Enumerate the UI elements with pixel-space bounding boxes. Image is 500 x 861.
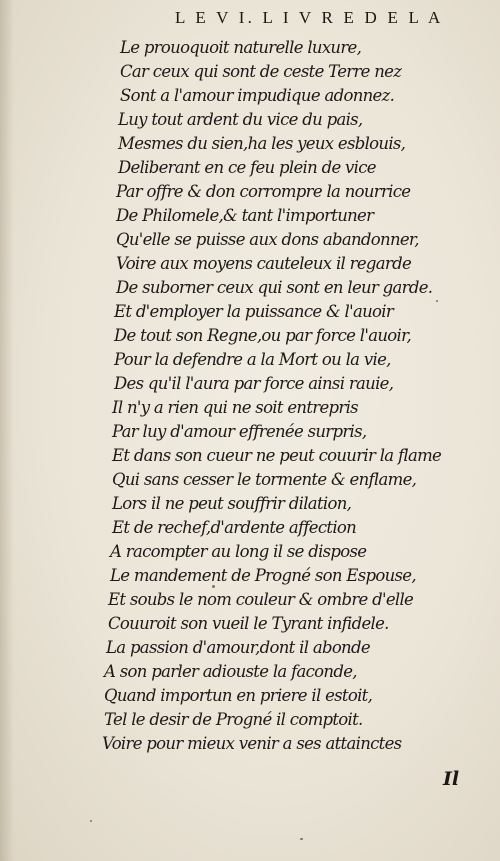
paper-speck (212, 585, 215, 588)
verse-line: Mesmes du sien,ha les yeux esblouis, (118, 134, 406, 153)
verse-line: Couuroit son vueil le Tyrant infidele. (108, 614, 389, 633)
verse-line: Le prouoquoit naturelle luxure, (120, 38, 362, 57)
verse-line: Lors il ne peut souffrir dilation, (112, 494, 352, 513)
verse-line: Pour la defendre a la Mort ou la vie, (114, 350, 391, 369)
verse-line: Il n'y a rien qui ne soit entrepris (112, 398, 358, 417)
verse-line: Par luy d'amour effrenée surpris, (112, 422, 367, 441)
verse-line: Qui sans cesser le tormente & enflame, (112, 470, 417, 489)
catchword: Il (443, 768, 460, 790)
paper-speck (436, 300, 438, 302)
verse-line: Voire aux moyens cauteleux il regarde (116, 254, 412, 273)
verse-line: Sont a l'amour impudique adonnez. (120, 86, 395, 105)
paper-speck (300, 838, 303, 840)
verse-line: De suborner ceux qui sont en leur garde. (116, 278, 433, 297)
running-head: L E V I. L I V R E D E L A (175, 8, 444, 27)
verse-line: Et de rechef,d'ardente affection (112, 518, 357, 537)
verse-line: Et d'employer la puissance & l'auoir (114, 302, 394, 321)
verse-line: De tout son Regne,ou par force l'auoir, (114, 326, 411, 345)
verse-line: De Philomele,& tant l'importuner (116, 206, 374, 225)
verse-line: Des qu'il l'aura par force ainsi rauie, (114, 374, 394, 393)
verse-line: Deliberant en ce feu plein de vice (118, 158, 376, 177)
verse-line: La passion d'amour,dont il abonde (106, 638, 370, 657)
verse-line: Voire pour mieux venir a ses attainctes (102, 734, 402, 753)
verse-line: Qu'elle se puisse aux dons abandonner, (116, 230, 419, 249)
verse-line: Le mandement de Progné son Espouse, (110, 566, 416, 585)
verse-line: Et dans son cueur ne peut couurir la flame (112, 446, 442, 465)
verse-line: Tel le desir de Progné il comptoit. (104, 710, 363, 729)
verse-line: A son parler adiouste la faconde, (104, 662, 357, 681)
verse-line: Par offre & don corrompre la nourrice (116, 182, 411, 201)
verse-line: Quand importun en priere il estoit, (104, 686, 373, 705)
verse-line: A racompter au long il se dispose (110, 542, 367, 561)
verse-line: Luy tout ardent du vice du pais, (118, 110, 363, 129)
verse-line: Car ceux qui sont de ceste Terre nez (120, 62, 402, 81)
paper-speck (90, 820, 92, 822)
verse-line: Et soubs le nom couleur & ombre d'elle (108, 590, 414, 609)
verse-text (0, 36, 500, 756)
